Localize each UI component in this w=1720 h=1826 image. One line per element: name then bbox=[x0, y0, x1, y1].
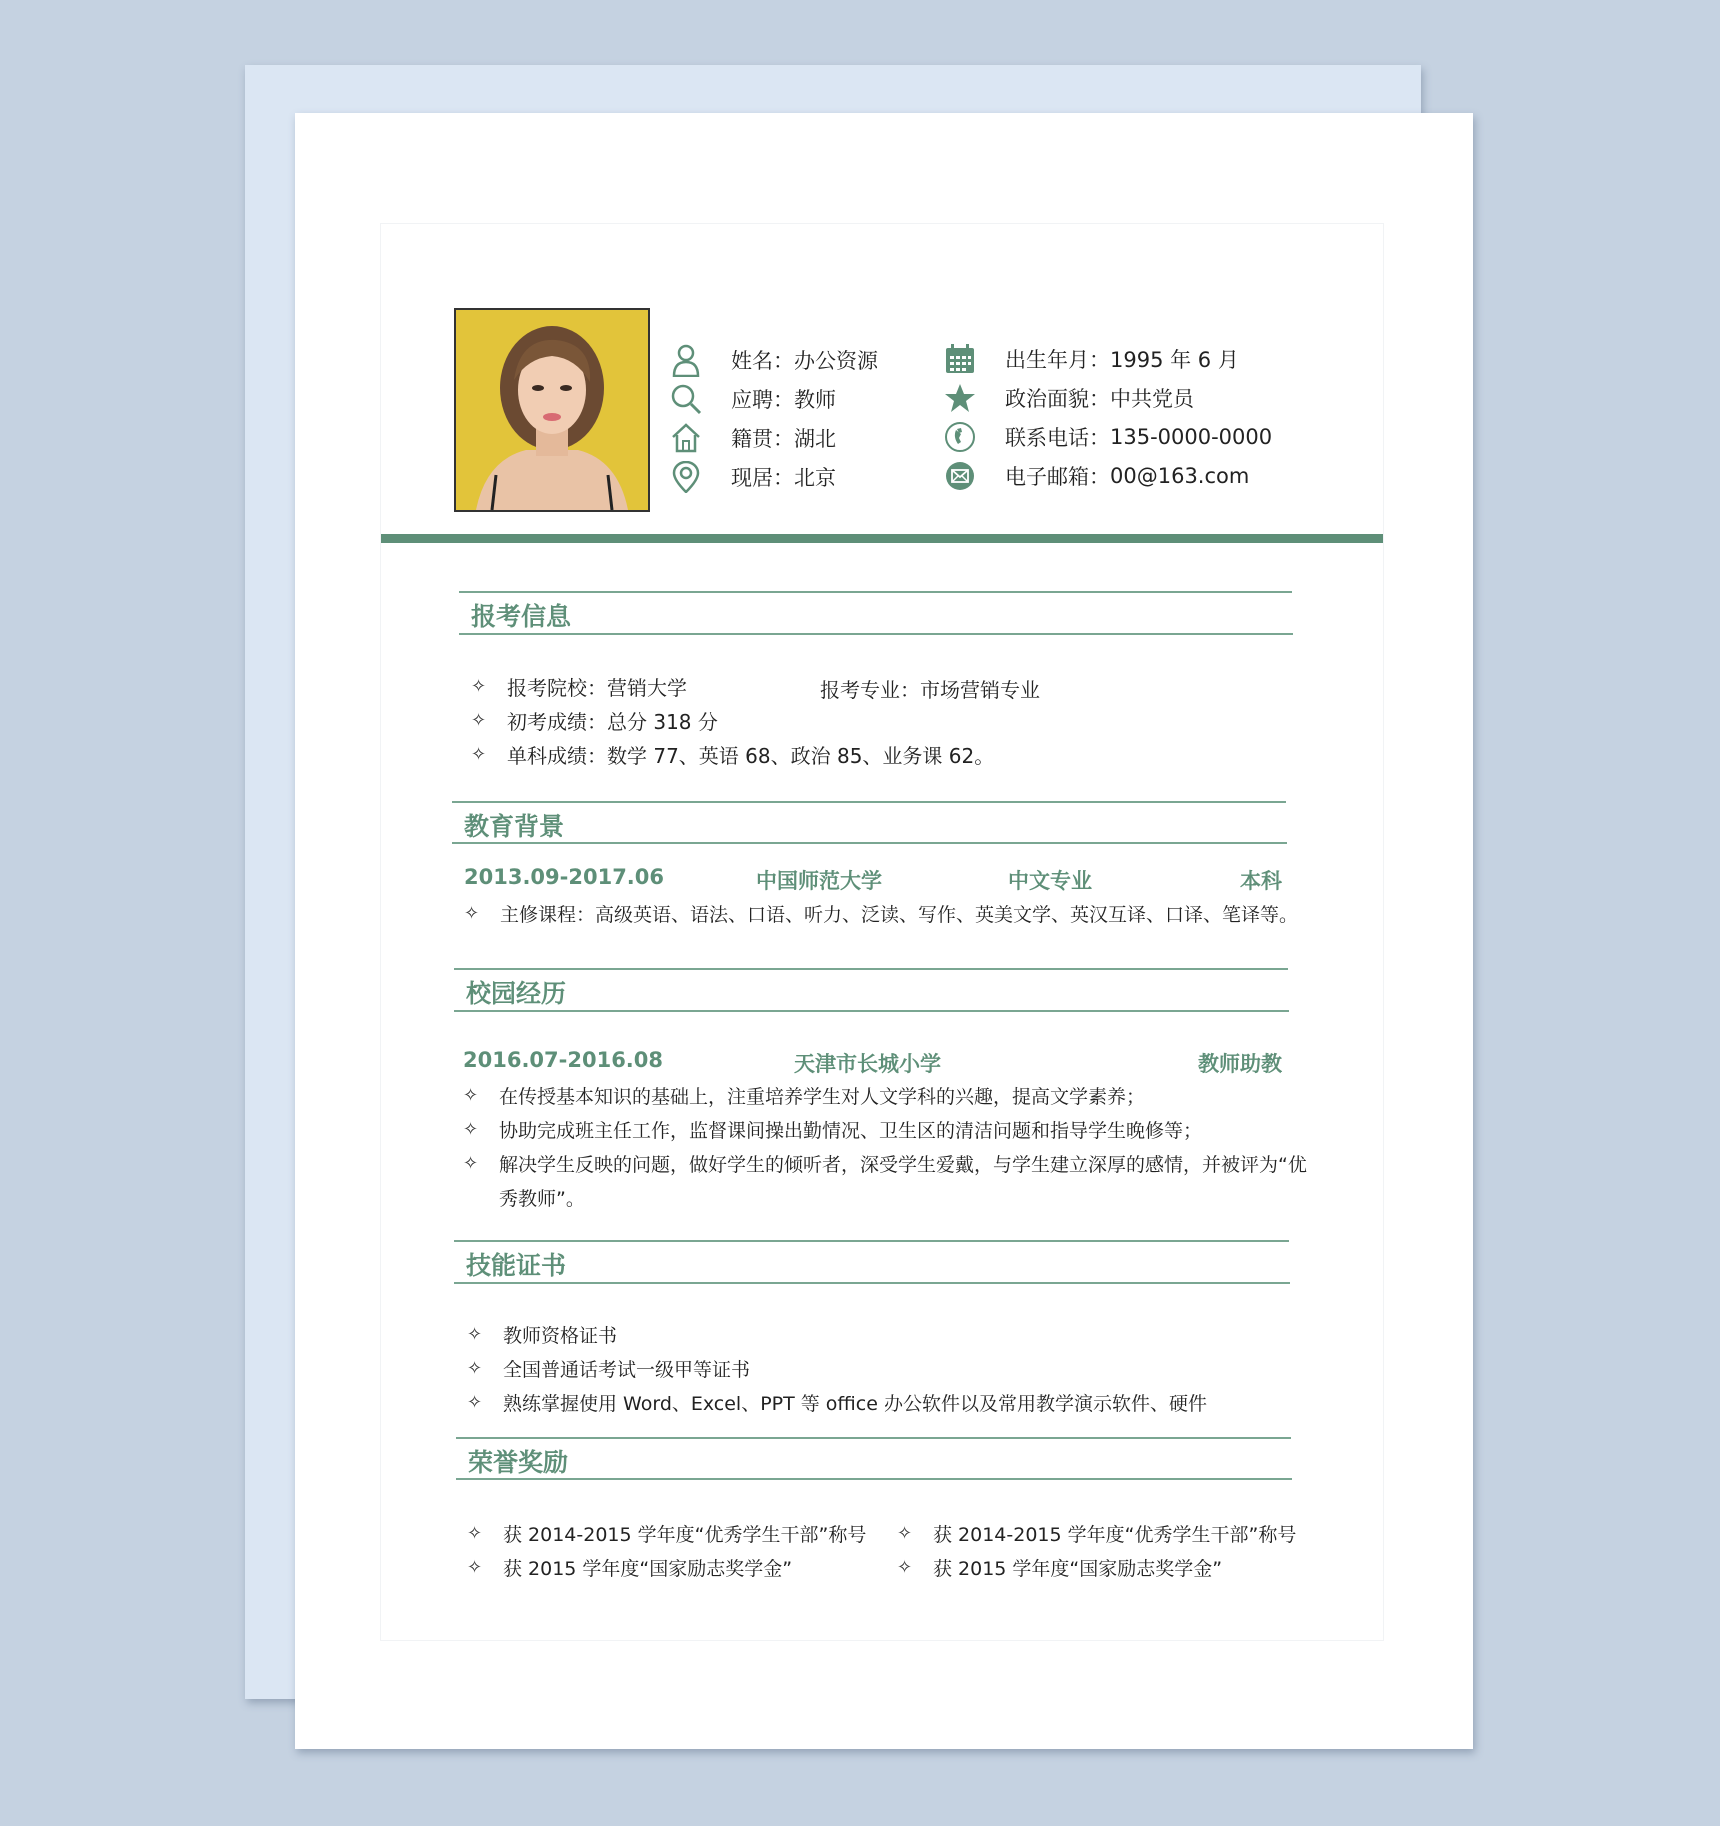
bullet-icon: ✧ bbox=[897, 1557, 913, 1578]
birth-value: 1995 年 6 月 bbox=[1110, 348, 1239, 372]
star-icon bbox=[943, 381, 977, 415]
honor-item bbox=[897, 1554, 1222, 1581]
education-major: 中文专业 bbox=[1008, 869, 1092, 893]
section-line-bottom bbox=[456, 1478, 1292, 1480]
campus-item-text: 协助完成班主任工作，监督课间操出勤情况、卫生区的清洁问题和指导学生晚修等； bbox=[499, 1120, 1203, 1142]
profile-photo bbox=[454, 308, 650, 512]
section-line-top bbox=[452, 801, 1286, 803]
mail-icon bbox=[943, 459, 977, 493]
campus-org: 天津市长城小学 bbox=[794, 1052, 941, 1076]
exam-score bbox=[471, 706, 718, 735]
bullet-icon: ✧ bbox=[467, 1324, 483, 1345]
bullet-icon: ✧ bbox=[463, 1153, 479, 1174]
honor-item bbox=[897, 1520, 1296, 1547]
info-hometown bbox=[669, 420, 836, 456]
phone-icon bbox=[943, 420, 977, 454]
education-courses-text: 主修课程：高级英语、语法、口语、听力、泛读、写作、英美文学、英汉互译、口译、笔译等。 bbox=[500, 904, 1299, 926]
campus-item bbox=[463, 1082, 1145, 1109]
bullet-icon: ✧ bbox=[467, 1523, 483, 1544]
campus-item bbox=[463, 1150, 1307, 1177]
person-icon bbox=[669, 343, 703, 377]
skill-item-text: 全国普通话考试一级甲等证书 bbox=[503, 1359, 751, 1381]
education-school: 中国师范大学 bbox=[756, 869, 882, 893]
campus-item bbox=[463, 1116, 1202, 1143]
bullet-icon: ✧ bbox=[467, 1358, 483, 1379]
info-email bbox=[943, 458, 1249, 494]
bullet-icon: ✧ bbox=[471, 744, 487, 765]
political-value: 中共党员 bbox=[1110, 387, 1194, 411]
location-pin-icon bbox=[669, 460, 703, 494]
calendar-icon bbox=[943, 342, 977, 376]
campus-item-text: 在传授基本知识的基础上，注重培养学生对人文学科的兴趣，提高文学素养； bbox=[499, 1086, 1146, 1108]
residence-value: 北京 bbox=[794, 466, 836, 490]
honor-item-text: 获 2014-2015 学年度“优秀学生干部”称号 bbox=[503, 1524, 867, 1546]
section-line-bottom bbox=[459, 633, 1293, 635]
section-title-campus: 校园经历 bbox=[466, 979, 567, 1008]
info-name bbox=[669, 342, 878, 378]
skill-item-text: 教师资格证书 bbox=[503, 1325, 618, 1347]
name-label: 姓名： bbox=[731, 349, 794, 373]
info-birth bbox=[943, 341, 1239, 377]
bullet-icon: ✧ bbox=[467, 1557, 483, 1578]
section-title-skills: 技能证书 bbox=[466, 1251, 567, 1280]
email-label: 电子邮箱： bbox=[1005, 465, 1110, 489]
hometown-value: 湖北 bbox=[794, 427, 836, 451]
birth-label: 出生年月： bbox=[1005, 348, 1110, 372]
section-line-top bbox=[454, 1240, 1289, 1242]
home-icon bbox=[669, 421, 703, 455]
residence-label: 现居： bbox=[731, 466, 794, 490]
education-period: 2013.09-2017.06 bbox=[464, 865, 665, 889]
campus-item-text: 解决学生反映的问题，做好学生的倾听者，深受学生爱戴，与学生建立深厚的感情，并被评为“优 bbox=[499, 1154, 1307, 1176]
skill-item bbox=[467, 1355, 750, 1382]
exam-school-text: 报考院校：营销大学 bbox=[507, 676, 687, 700]
honor-item-text: 获 2015 学年度“国家励志奖学金” bbox=[933, 1558, 1223, 1580]
exam-subjects bbox=[471, 740, 994, 769]
search-icon bbox=[669, 382, 703, 416]
exam-school bbox=[471, 672, 687, 701]
position-label: 应聘： bbox=[731, 388, 794, 412]
honor-item bbox=[467, 1554, 792, 1581]
education-degree: 本科 bbox=[1240, 869, 1282, 893]
hometown-label: 籍贯： bbox=[731, 427, 794, 451]
skill-item bbox=[467, 1321, 617, 1348]
section-line-bottom bbox=[454, 1282, 1290, 1284]
campus-period: 2016.07-2016.08 bbox=[463, 1048, 664, 1072]
name-value: 办公资源 bbox=[794, 349, 878, 373]
position-value: 教师 bbox=[794, 388, 836, 412]
bullet-icon: ✧ bbox=[897, 1523, 913, 1544]
education-courses bbox=[464, 900, 1298, 927]
political-label: 政治面貌： bbox=[1005, 387, 1110, 411]
section-title-honors: 荣誉奖励 bbox=[468, 1448, 569, 1477]
bullet-icon: ✧ bbox=[463, 1119, 479, 1140]
info-phone bbox=[943, 419, 1272, 455]
info-position bbox=[669, 381, 836, 417]
section-line-bottom bbox=[454, 1010, 1289, 1012]
honor-item bbox=[467, 1520, 866, 1547]
bullet-icon: ✧ bbox=[471, 710, 487, 731]
section-line-top bbox=[456, 1437, 1291, 1439]
section-line-top bbox=[459, 591, 1292, 593]
section-title-exam: 报考信息 bbox=[471, 602, 572, 631]
section-line-bottom bbox=[452, 842, 1287, 844]
email-value: 00@163.com bbox=[1110, 464, 1250, 488]
campus-role: 教师助教 bbox=[1198, 1052, 1282, 1076]
honor-item-text: 获 2015 学年度“国家励志奖学金” bbox=[503, 1558, 793, 1580]
bullet-icon: ✧ bbox=[471, 676, 487, 697]
info-residence bbox=[669, 459, 836, 495]
exam-score-text: 初考成绩：总分 318 分 bbox=[507, 710, 718, 734]
bullet-icon: ✧ bbox=[467, 1392, 483, 1413]
bullet-icon: ✧ bbox=[464, 903, 480, 924]
section-title-education: 教育背景 bbox=[464, 812, 565, 841]
bullet-icon: ✧ bbox=[463, 1085, 479, 1106]
info-political bbox=[943, 380, 1194, 416]
resume-content bbox=[381, 224, 1383, 1640]
campus-item-continuation: 秀教师”。 bbox=[499, 1188, 585, 1210]
phone-label: 联系电话： bbox=[1005, 426, 1110, 450]
exam-subjects-text: 单科成绩：数学 77、英语 68、政治 85、业务课 62。 bbox=[507, 744, 995, 768]
skill-item-text: 熟练掌握使用 Word、Excel、PPT 等 office 办公软件以及常用教学演示软件、硬件 bbox=[503, 1393, 1207, 1415]
honor-item-text: 获 2014-2015 学年度“优秀学生干部”称号 bbox=[933, 1524, 1297, 1546]
section-line-top bbox=[454, 968, 1288, 970]
header-divider bbox=[381, 534, 1383, 543]
skill-item bbox=[467, 1389, 1207, 1416]
exam-major: 报考专业：市场营销专业 bbox=[820, 678, 1040, 702]
phone-value: 135-0000-0000 bbox=[1110, 425, 1273, 449]
